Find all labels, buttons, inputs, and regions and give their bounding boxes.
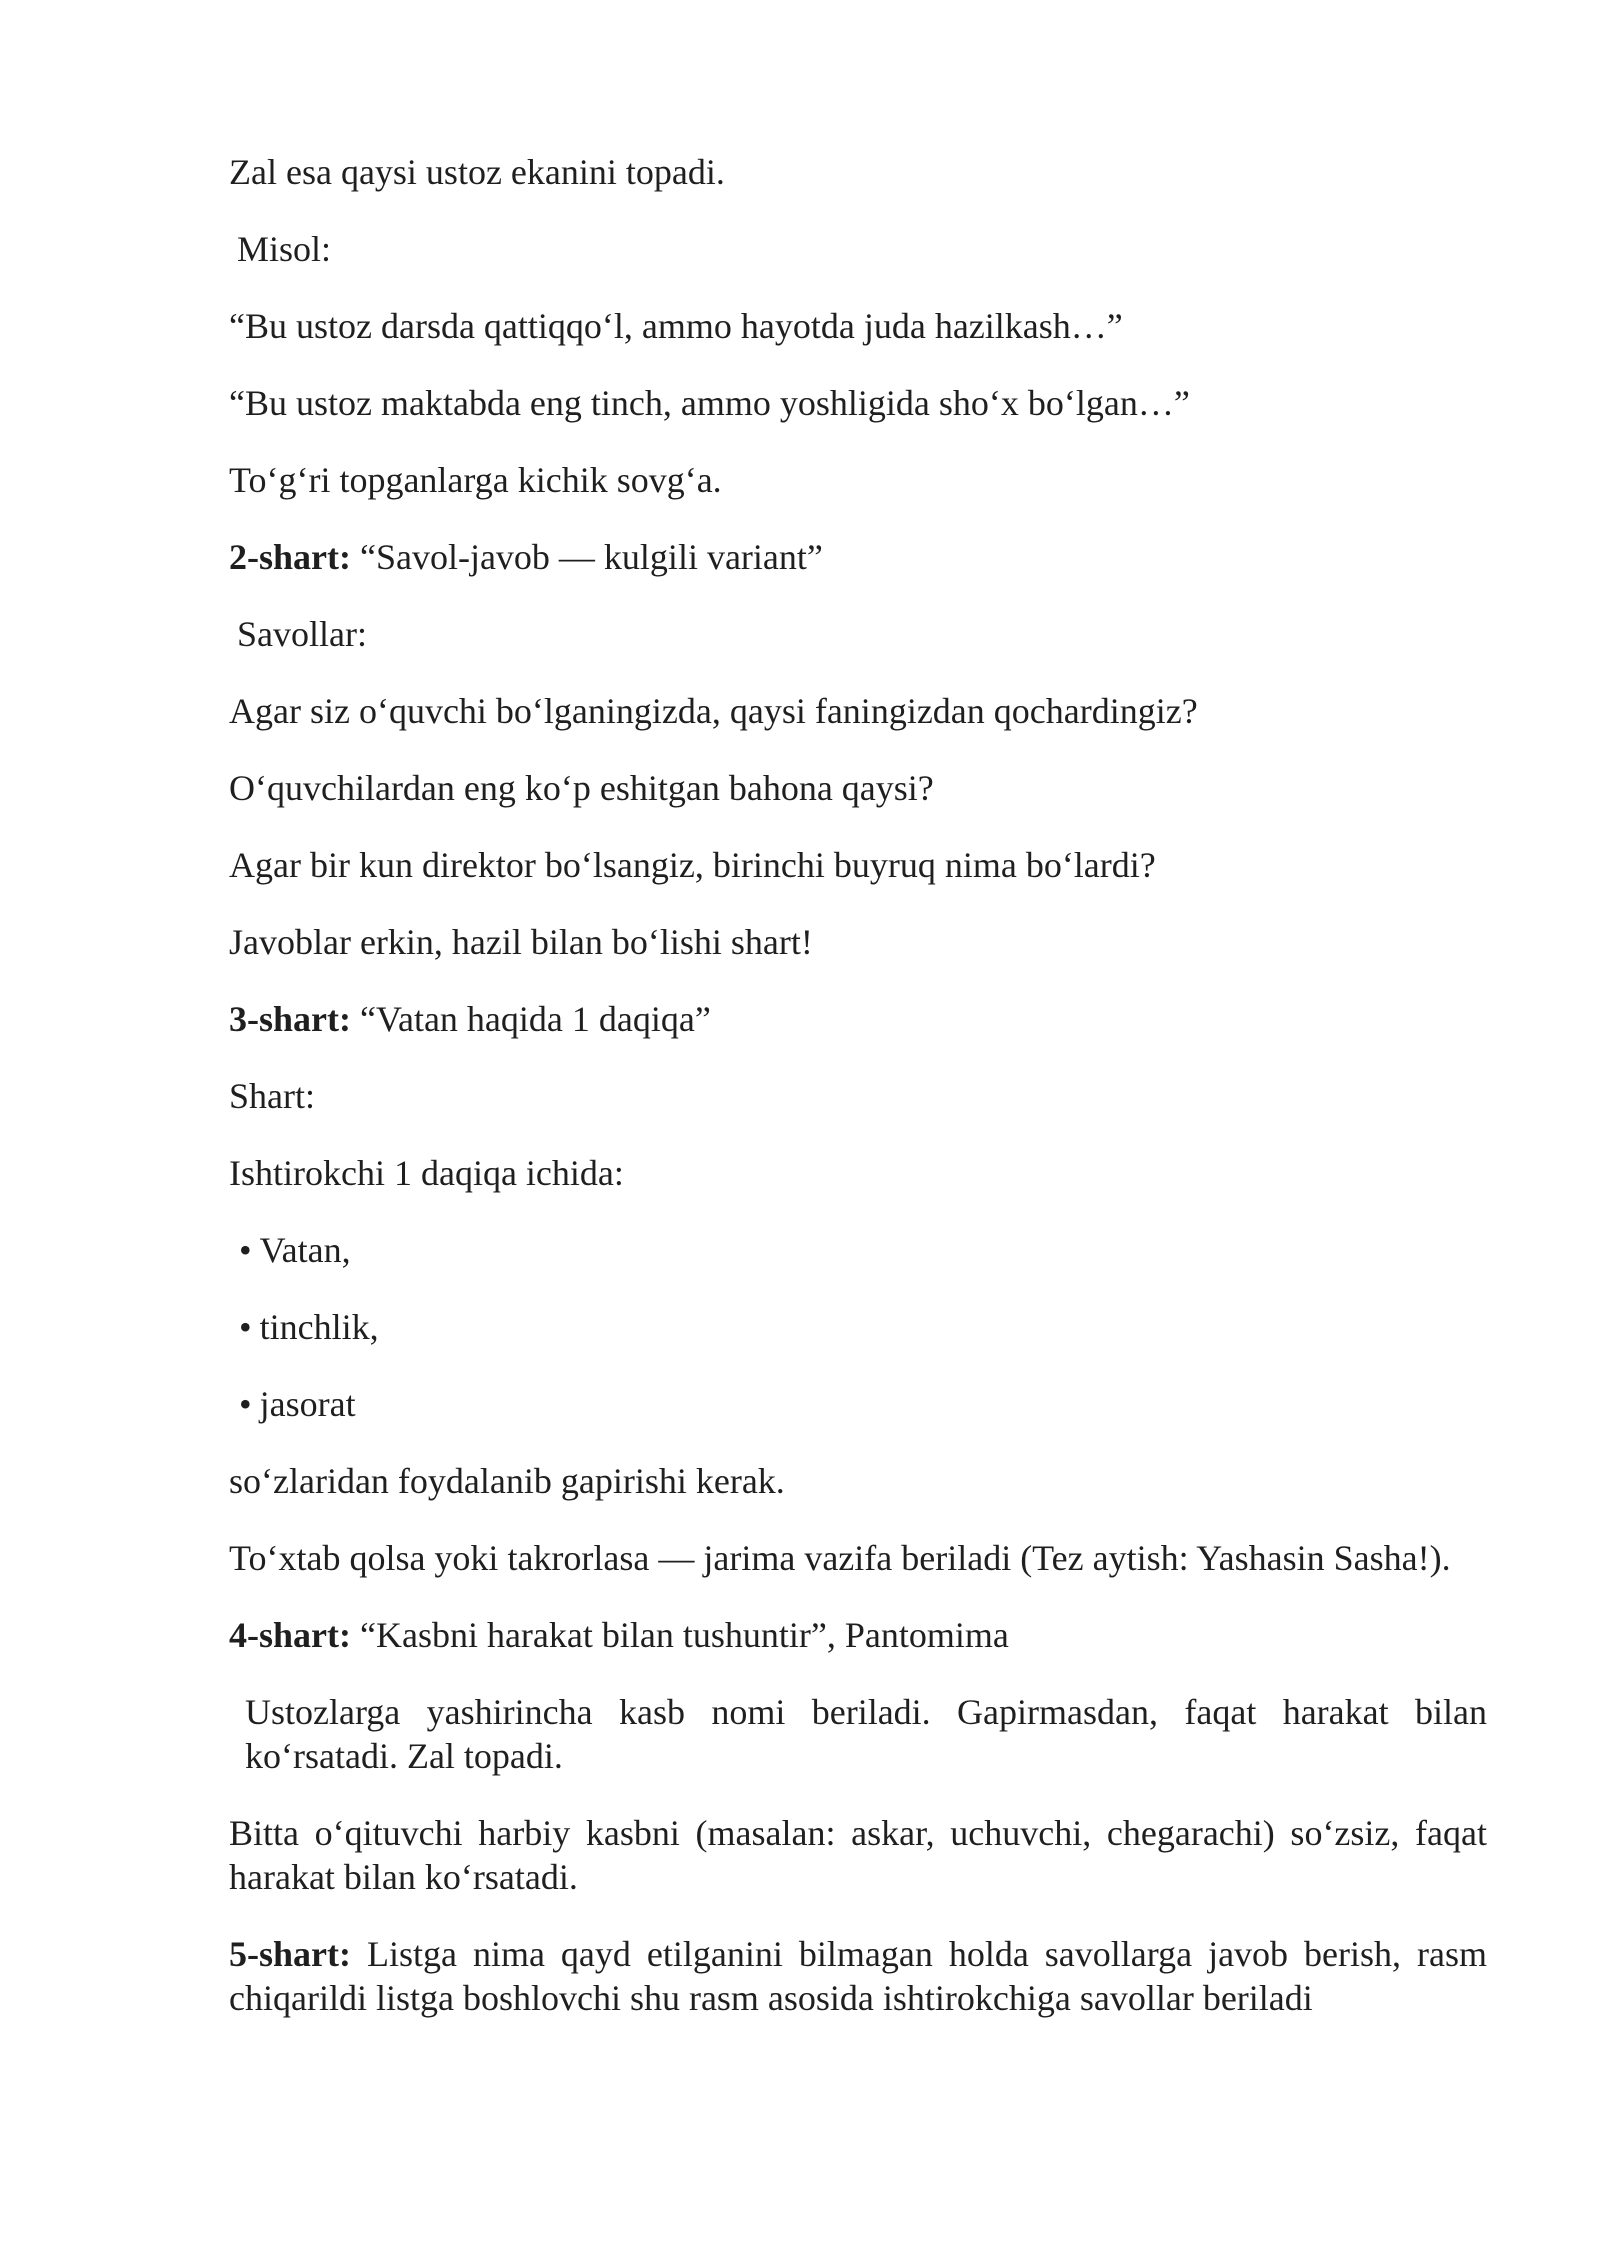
paragraph-shart-label: Shart: (229, 1076, 315, 1116)
paragraph-ishtirokchi: Ishtirokchi 1 daqiqa ichida: (229, 1153, 624, 1193)
shart-5-label: 5-shart: (229, 1934, 351, 1974)
question-2: O‘quvchilardan eng ko‘p eshitgan bahona qaysi? (229, 768, 934, 808)
shart-3-label: 3-shart: (229, 999, 351, 1039)
paragraph-savollar-label: Savollar: (237, 614, 367, 654)
question-3: Agar bir kun direktor bo‘lsangiz, birinchi buyruq nima bo‘lardi? (229, 845, 1156, 885)
bullet-item (229, 1382, 1487, 1426)
paragraph-sozlaridan: so‘zlaridan foydalanib gapirishi kerak. (229, 1461, 785, 1501)
shart-5-text: Listga nima qayd etilganini bilmagan holda savollarga javob berish, rasm chiqarildi listga boshlovchi shu rasm asosida ishtirokchiga savollar beriladi (229, 1934, 1487, 2018)
shart-4-label: 4-shart: (229, 1615, 351, 1655)
shart-4-title: “Kasbni harakat bilan tushuntir”, Pantomima (350, 1615, 1009, 1655)
bullet-item (229, 1305, 1487, 1349)
shart-2-title: “Savol-javob — kulgili variant” (350, 537, 823, 577)
paragraph-misol-label: Misol: (237, 229, 332, 269)
shart-5-paragraph (229, 1932, 1487, 2020)
paragraph-zal-topadi: Zal esa qaysi ustoz ekanini topadi. (229, 152, 725, 192)
shart-2-heading (229, 535, 1487, 579)
paragraph-bitta-oqituvchi: Bitta o‘qituvchi harbiy kasbni (masalan: askar, uchuvchi, chegarachi) so‘zsiz, faqat harakat bilan ko‘rsatadi. (229, 1813, 1487, 1897)
shart-4-heading (229, 1613, 1487, 1657)
document-body (229, 150, 1487, 2053)
shart-2-label: 2-shart: (229, 537, 351, 577)
bullet-mark: • (239, 1307, 252, 1347)
paragraph-ustozlarga: Ustozlarga yashirincha kasb nomi beriladi. Gapirmasdan, faqat harakat bilan ko‘rsatadi. Zal topadi. (245, 1692, 1487, 1776)
paragraph-javoblar: Javoblar erkin, hazil bilan bo‘lishi shart! (229, 922, 813, 962)
paragraph-example-2: “Bu ustoz maktabda eng tinch, ammo yoshligida sho‘x bo‘lgan…” (229, 383, 1190, 423)
shart-3-heading (229, 997, 1487, 1041)
paragraph-sovga: To‘g‘ri topganlarga kichik sovg‘a. (229, 460, 722, 500)
paragraph-jarima: To‘xtab qolsa yoki takrorlasa — jarima vazifa beriladi (Tez aytish: Yashasin Sasha!). (229, 1538, 1451, 1578)
paragraph-example-1: “Bu ustoz darsda qattiqqo‘l, ammo hayotda juda hazilkash…” (229, 306, 1123, 346)
bullet-mark: • (239, 1230, 252, 1270)
bullet-text: jasorat (259, 1384, 356, 1424)
bullet-mark: • (239, 1384, 252, 1424)
question-1: Agar siz o‘quvchi bo‘lganingizda, qaysi faningizdan qochardingiz? (229, 691, 1198, 731)
shart-3-title: “Vatan haqida 1 daqiqa” (350, 999, 711, 1039)
bullet-text: tinchlik, (259, 1307, 379, 1347)
bullet-text: Vatan, (259, 1230, 351, 1270)
bullet-item (229, 1228, 1487, 1272)
